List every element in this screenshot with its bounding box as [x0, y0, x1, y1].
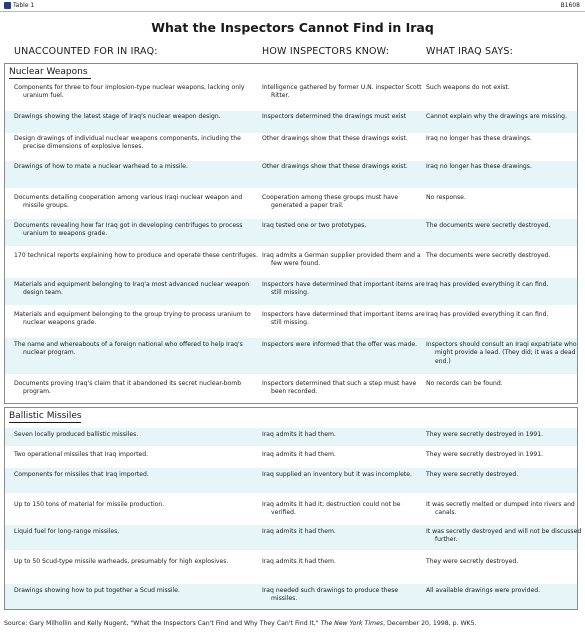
- source-publication: The New York Times: [320, 620, 384, 627]
- table-row: [5, 111, 577, 133]
- table-row: [5, 278, 577, 305]
- what-iraq-says: Iraq has provided everything it can find.: [426, 281, 549, 288]
- ballistic-missiles-section: [4, 407, 582, 610]
- unaccounted-item: Materials and equipment belonging to Iraq'a most advanced nuclear weapon design team.: [14, 281, 250, 297]
- source-citation: [4, 620, 582, 627]
- unaccounted-item: Two operational missiles that Iraq imported.: [14, 451, 149, 458]
- how-inspectors-know: Inspectors determined the drawings must exist: [262, 113, 407, 120]
- what-iraq-says: It was secretly destroyed and will not be discussed further.: [426, 528, 582, 544]
- how-inspectors-know: Iraq admits it had it; destruction could not be verified.: [262, 501, 401, 517]
- unaccounted-item: Design drawings of individual nuclear weapons components, including the precise dimensions of explosive lenses.: [14, 135, 241, 151]
- how-inspectors-know: Iraq admits it had them.: [262, 451, 336, 458]
- unaccounted-item: Drawings showing the latest stage of Iraq's nuclear weapon design.: [14, 113, 221, 120]
- how-inspectors-know: Other drawings show that these drawings exist.: [262, 135, 408, 142]
- what-iraq-says: They were secretly destroyed in 1991.: [426, 451, 544, 458]
- what-iraq-says: All available drawings were provided.: [426, 587, 541, 594]
- page-title: What the Inspectors Cannot Find in Iraq: [151, 20, 434, 35]
- unaccounted-item: Drawings showing how to put together a Scud missile.: [14, 587, 180, 594]
- how-inspectors-know: Inspectors determined that such a step must have been recorded.: [262, 380, 417, 396]
- table-row: [5, 428, 577, 446]
- table-row: [5, 338, 577, 374]
- nuclear-weapons-section: [4, 63, 578, 404]
- table-row: [5, 133, 577, 160]
- table-row: [5, 495, 577, 525]
- what-iraq-says: The documents were secretly destroyed.: [426, 222, 551, 229]
- how-inspectors-know: Iraq admits a German supplier provided them and a few were found.: [262, 252, 421, 268]
- what-iraq-says: Cannot explain why the drawings are missing.: [426, 113, 567, 120]
- how-inspectors-know: Iraq admits it had them.: [262, 558, 336, 565]
- window-tab-bar: [0, 0, 585, 12]
- table-row: [5, 219, 577, 246]
- what-iraq-says: No response.: [426, 194, 466, 201]
- what-iraq-says: Iraq has provided everything it can find.: [426, 311, 549, 318]
- what-iraq-says: Inspectors should consult an Iraqi expatriate who might provide a lead. (They did; it was a dead end.): [426, 341, 577, 365]
- what-iraq-says: It was secretly melted or dumped into rivers and canals.: [426, 501, 575, 517]
- document-id: B1608: [560, 2, 580, 9]
- table-row: [5, 446, 577, 468]
- what-iraq-says: They were secretly destroyed.: [426, 558, 519, 565]
- unaccounted-item: Materials and equipment belonging to the group trying to process uranium to nuclear weapons grade.: [14, 311, 251, 327]
- unaccounted-item: 170 technical reports explaining how to produce and operate these centrifuges.: [14, 252, 258, 259]
- how-inspectors-know: Inspectors have determined that important items are still missing.: [262, 311, 425, 327]
- table-row: [5, 376, 577, 403]
- unaccounted-item: Up to 150 tons of material for missile production.: [14, 501, 165, 508]
- section-title-underline: [9, 422, 81, 423]
- source-prefix: Source: Gary Milhollin and Kelly Nugent, "What the Inspectors Can't Find and Why They Can't Find It,": [4, 620, 321, 627]
- table-row: [5, 552, 577, 583]
- tab-label[interactable]: Table 1: [13, 2, 35, 9]
- what-iraq-says: Such weapons do not exist.: [426, 84, 510, 91]
- unaccounted-item: Documents detailing cooperation among various Iraqi nuclear weapon and missile groups.: [14, 194, 243, 210]
- what-iraq-says: They were secretly destroyed in 1991.: [426, 431, 544, 438]
- table-row: [5, 468, 577, 493]
- table-row: [5, 161, 577, 188]
- unaccounted-item: The name and whereabouts of a foreign national who offered to help Iraq's nuclear program.: [14, 341, 243, 357]
- section-title: Nuclear Weapons: [9, 67, 88, 77]
- how-inspectors-know: Inspectors were informed that the offer was made.: [262, 341, 418, 348]
- how-inspectors-know: Iraq supplied an inventory but it was incomplete.: [262, 471, 412, 478]
- how-inspectors-know: Cooperation among these groups must have generated a paper trail.: [262, 194, 399, 210]
- table-row: [5, 84, 577, 111]
- how-inspectors-know: Iraq needed such drawings to produce these missiles.: [262, 587, 399, 603]
- column-header-how-inspectors-know: HOW INSPECTORS KNOW:: [262, 46, 390, 57]
- unaccounted-item: Drawings of how to mate a nuclear warhead to a missile.: [14, 163, 188, 170]
- table-row: [5, 584, 577, 609]
- source-suffix: , December 20, 1998, p. WK5.: [383, 620, 477, 627]
- how-inspectors-know: Intelligence gathered by former U.N. inspector Scott Ritter.: [262, 84, 422, 100]
- unaccounted-item: Components for three to four implosion-type nuclear weapons, lacking only uranium fuel.: [14, 84, 245, 100]
- how-inspectors-know: Inspectors have determined that important items are still missing.: [262, 281, 425, 297]
- column-header-unaccounted: UNACCOUNTED FOR IN IRAQ:: [14, 46, 158, 57]
- unaccounted-item: Up to 50 Scud-type missile warheads, presumably for high explosives.: [14, 558, 229, 565]
- how-inspectors-know: Iraq admits it had them.: [262, 431, 336, 438]
- column-header-what-iraq-says: WHAT IRAQ SAYS:: [426, 46, 513, 57]
- section-title: Ballistic Missiles: [9, 411, 82, 421]
- what-iraq-says: Iraq no longer has these drawings.: [426, 163, 532, 170]
- section-title-underline: [9, 78, 91, 79]
- unaccounted-item: Liquid fuel for long-range missiles.: [14, 528, 120, 535]
- table-row: [5, 190, 577, 217]
- what-iraq-says: The documents were secretly destroyed.: [426, 252, 551, 259]
- how-inspectors-know: Iraq admits it had them.: [262, 528, 336, 535]
- table-row: [5, 249, 577, 276]
- what-iraq-says: They were secretly destroyed.: [426, 471, 519, 478]
- unaccounted-item: Components for missiles that Iraq imported.: [14, 471, 149, 478]
- table-row: [5, 307, 577, 337]
- unaccounted-item: Documents revealing how far Iraq got in developing centrifuges to process uranium to weapons grade.: [14, 222, 243, 238]
- unaccounted-item: Seven locally produced ballistic missiles.: [14, 431, 139, 438]
- table-tab-icon[interactable]: [4, 2, 11, 9]
- table-row: [5, 525, 582, 550]
- how-inspectors-know: Other drawings show that these drawings exist.: [262, 163, 408, 170]
- what-iraq-says: Iraq no longer has these drawings.: [426, 135, 532, 142]
- what-iraq-says: No records can be found.: [426, 380, 503, 387]
- how-inspectors-know: Iraq tested one or two prototypes.: [262, 222, 367, 229]
- unaccounted-item: Documents proving Iraq's claim that it abandoned its secret nuclear-bomb program.: [14, 380, 242, 396]
